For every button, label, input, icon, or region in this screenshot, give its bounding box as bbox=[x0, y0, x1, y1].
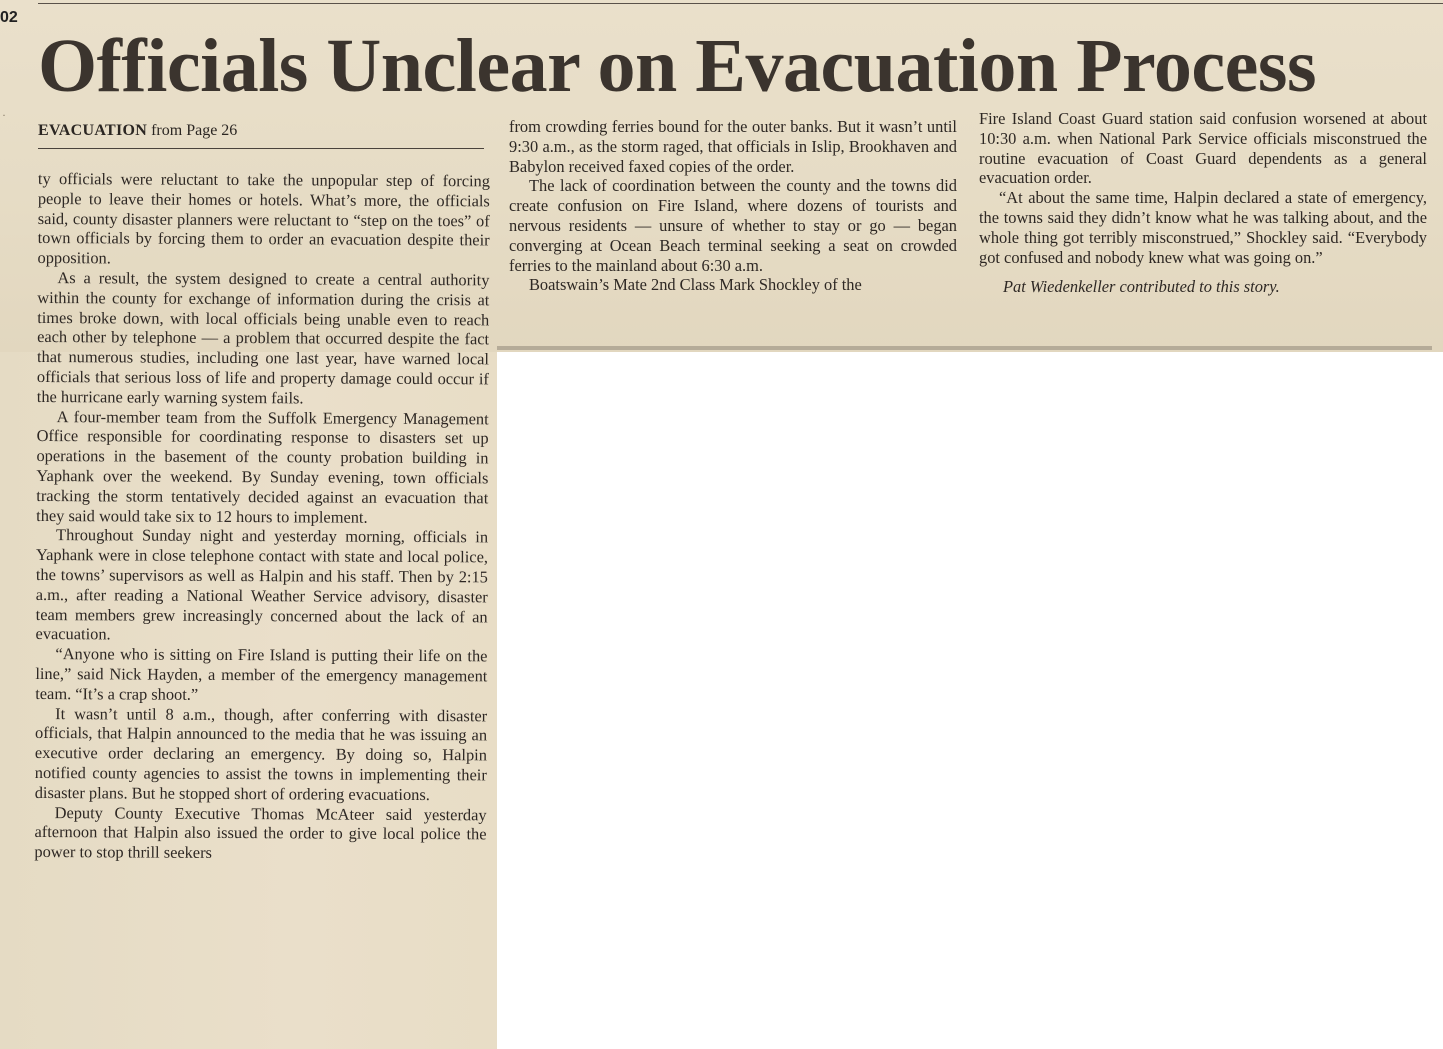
jump-label: EVACUATION bbox=[38, 122, 148, 139]
paragraph: Deputy County Executive Thomas McAteer said yesterday afternoon that Halpin also issued the order to give local police the power to stop thrill seekers bbox=[34, 802, 487, 863]
jump-line bbox=[38, 122, 237, 140]
paragraph: ty officials were reluctant to take the unpopular step of forcing people to leave their homes or hotels. What’s more, the officials said, county disaster planners were reluctant to “step on the toes” of town officials by forcing them to order an evacuation despite their opposition. bbox=[37, 169, 490, 268]
contributor-credit: Pat Wiedenkeller contributed to this story. bbox=[1003, 277, 1280, 297]
jump-rule bbox=[38, 148, 484, 149]
paragraph: Boatswain’s Mate 2nd Class Mark Shockley of the bbox=[529, 275, 862, 295]
paragraph: The lack of coordination between the county and the towns did create confusion on Fire Island, where dozens of tourists and nervous residents — unsure of whether to stay or go — began converging at Ocean Beach terminal seeking a seat on crowded ferries to the mainland about 6:30 a.m. bbox=[509, 176, 957, 275]
paragraph: Fire Island Coast Guard station said confusion worsened at about 10:30 a.m. when National Park Service officials misconstrued the routine evacuation of Coast Guard dependents as a general evacuation order. bbox=[979, 109, 1427, 188]
paragraph: from crowding ferries bound for the outer banks. But it wasn’t until 9:30 a.m., as the storm raged, that officials in Islip, Brookhaven and Babylon received faxed copies of the order. bbox=[509, 117, 957, 176]
paragraph: Throughout Sunday night and yesterday morning, officials in Yaphank were in close telephone contact with state and local police, the towns’ supervisors as well as Halpin and his staff. Then by 2:15 a.m., after reading a National Weather Service advisory, disaster team members grew increasingly concerned about the lack of an evacuation. bbox=[35, 525, 489, 644]
paragraph: “At about the same time, Halpin declared a state of emergency, the towns said they didn’t know what he was talking about, and the whole thing got terribly misconstrued,” Shockley said. “Everybody got confused and nobody knew what was going on.” bbox=[979, 188, 1427, 267]
article-column-1 bbox=[34, 169, 490, 864]
clipping-edge-shadow bbox=[497, 346, 1432, 350]
paragraph: As a result, the system designed to create a central authority within the county for exchange of information during the crisis at times broke down, with local officials being unable even to reach each other by telephone — a problem that occurred despite the fact that numerous studies, including one last year, have warned local officials that serious loss of life and property damage could occur if the hurricane early warning system fails. bbox=[36, 268, 490, 408]
article-column-2 bbox=[509, 117, 957, 295]
paragraph: “Anyone who is sitting on Fire Island is putting their life on the line,” said Nick Hayden, a member of the emergency management team. “It’s a crap shoot.” bbox=[35, 644, 488, 704]
headline: Officials Unclear on Evacuation Process bbox=[38, 24, 1317, 108]
margin-mark: · bbox=[2, 108, 6, 122]
paragraph: It wasn’t until 8 a.m., though, after conferring with disaster officials, that Halpin announced to the media that he was issuing an executive order declaring an emergency. By doing so, Halpin notified county agencies to assist the towns in implementing their disaster plans. But he stopped short of ordering evacuations. bbox=[34, 703, 488, 804]
article-column-3 bbox=[979, 109, 1427, 297]
top-rule bbox=[38, 3, 1443, 4]
page-number: 02 bbox=[0, 9, 18, 26]
paragraph: A four-member team from the Suffolk Emergency Management Office responsible for coordinating response to disasters set up operations in the basement of the county probation building in Yaphank over the weekend. By Sunday evening, town officials tracking the storm tentatively decided against an evacuation that they said would take six to 12 hours to implement. bbox=[36, 406, 489, 527]
jump-text: from Page 26 bbox=[147, 122, 238, 139]
